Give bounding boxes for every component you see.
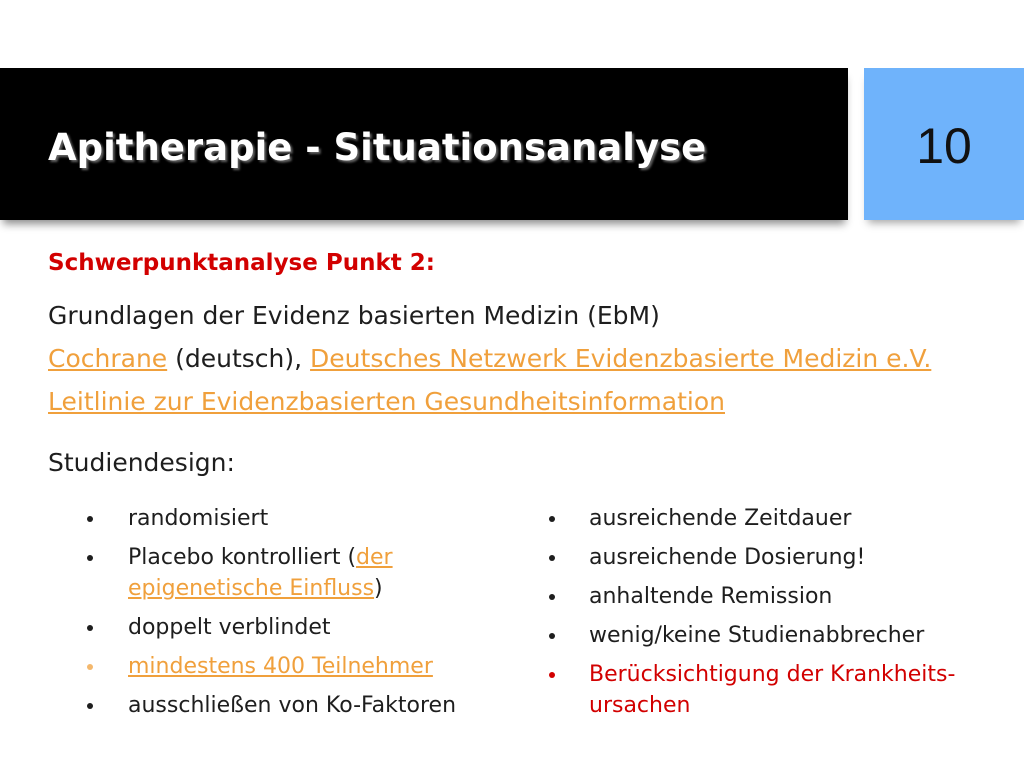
list-item-text: ausschließen von Ko-Faktoren xyxy=(128,693,457,718)
list-item-text xyxy=(128,651,518,682)
bullet-icon xyxy=(549,555,555,561)
list-item xyxy=(85,503,518,534)
bullet-icon xyxy=(549,594,555,600)
dnebm-link[interactable]: Deutsches Netzwerk Evidenzbasierte Medizin e.V. xyxy=(310,344,932,373)
list-item-highlight xyxy=(547,659,989,721)
list-item xyxy=(547,503,989,534)
list-item-text: Berücksichtigung der Krankheits-ursachen xyxy=(589,662,956,718)
list-item xyxy=(85,651,518,682)
list-item xyxy=(85,542,518,604)
list-item-text: anhaltende Remission xyxy=(589,584,833,609)
bullet-icon xyxy=(87,664,93,670)
cochrane-note: (deutsch), xyxy=(175,344,303,373)
list-item-text-before: Placebo kontrolliert ( xyxy=(128,545,357,570)
bullet-icon xyxy=(549,633,555,639)
bullet-icon xyxy=(87,516,93,522)
sources-line xyxy=(48,337,931,380)
slide-title: Apitherapie - Situationsanalyse xyxy=(48,125,707,169)
list-item-text: ausreichende Dosierung! xyxy=(589,545,866,570)
list-item xyxy=(547,581,989,612)
list-item xyxy=(85,690,518,721)
list-item-text: wenig/keine Studienabbrecher xyxy=(589,623,925,648)
intro-text: Grundlagen der Evidenz basierten Medizin (EbM) xyxy=(48,301,660,330)
list-item xyxy=(85,612,518,643)
bullet-icon xyxy=(87,703,93,709)
guideline-line xyxy=(48,380,931,423)
study-criteria-list-left xyxy=(85,503,518,729)
list-item xyxy=(547,620,989,651)
participants-link[interactable]: mindestens 400 Teilnehmer xyxy=(128,654,433,679)
guideline-link[interactable]: Leitlinie zur Evidenzbasierten Gesundheitsinformation xyxy=(48,387,725,416)
list-item-text: ausreichende Zeitdauer xyxy=(589,506,852,531)
evidence-sources xyxy=(48,294,931,423)
list-item xyxy=(547,542,989,573)
cochrane-link[interactable]: Cochrane xyxy=(48,344,168,373)
section-heading: Schwerpunktanalyse Punkt 2: xyxy=(48,250,435,276)
slide-number-box xyxy=(864,68,1024,220)
slide-number: 10 xyxy=(916,118,972,174)
list-item-text-after: ) xyxy=(374,576,383,601)
study-design-label: Studiendesign: xyxy=(48,448,235,477)
list-item-text: doppelt verblindet xyxy=(128,615,331,640)
list-item-text xyxy=(128,542,518,604)
study-criteria-list-right xyxy=(547,503,989,729)
title-bar xyxy=(0,68,848,220)
bullet-icon xyxy=(87,555,93,561)
bullet-icon xyxy=(87,625,93,631)
bullet-icon xyxy=(549,672,555,678)
list-item-text: randomisiert xyxy=(128,506,269,531)
bullet-icon xyxy=(549,516,555,522)
epigenetics-link[interactable]: der epigenetische Einfluss xyxy=(128,545,393,601)
